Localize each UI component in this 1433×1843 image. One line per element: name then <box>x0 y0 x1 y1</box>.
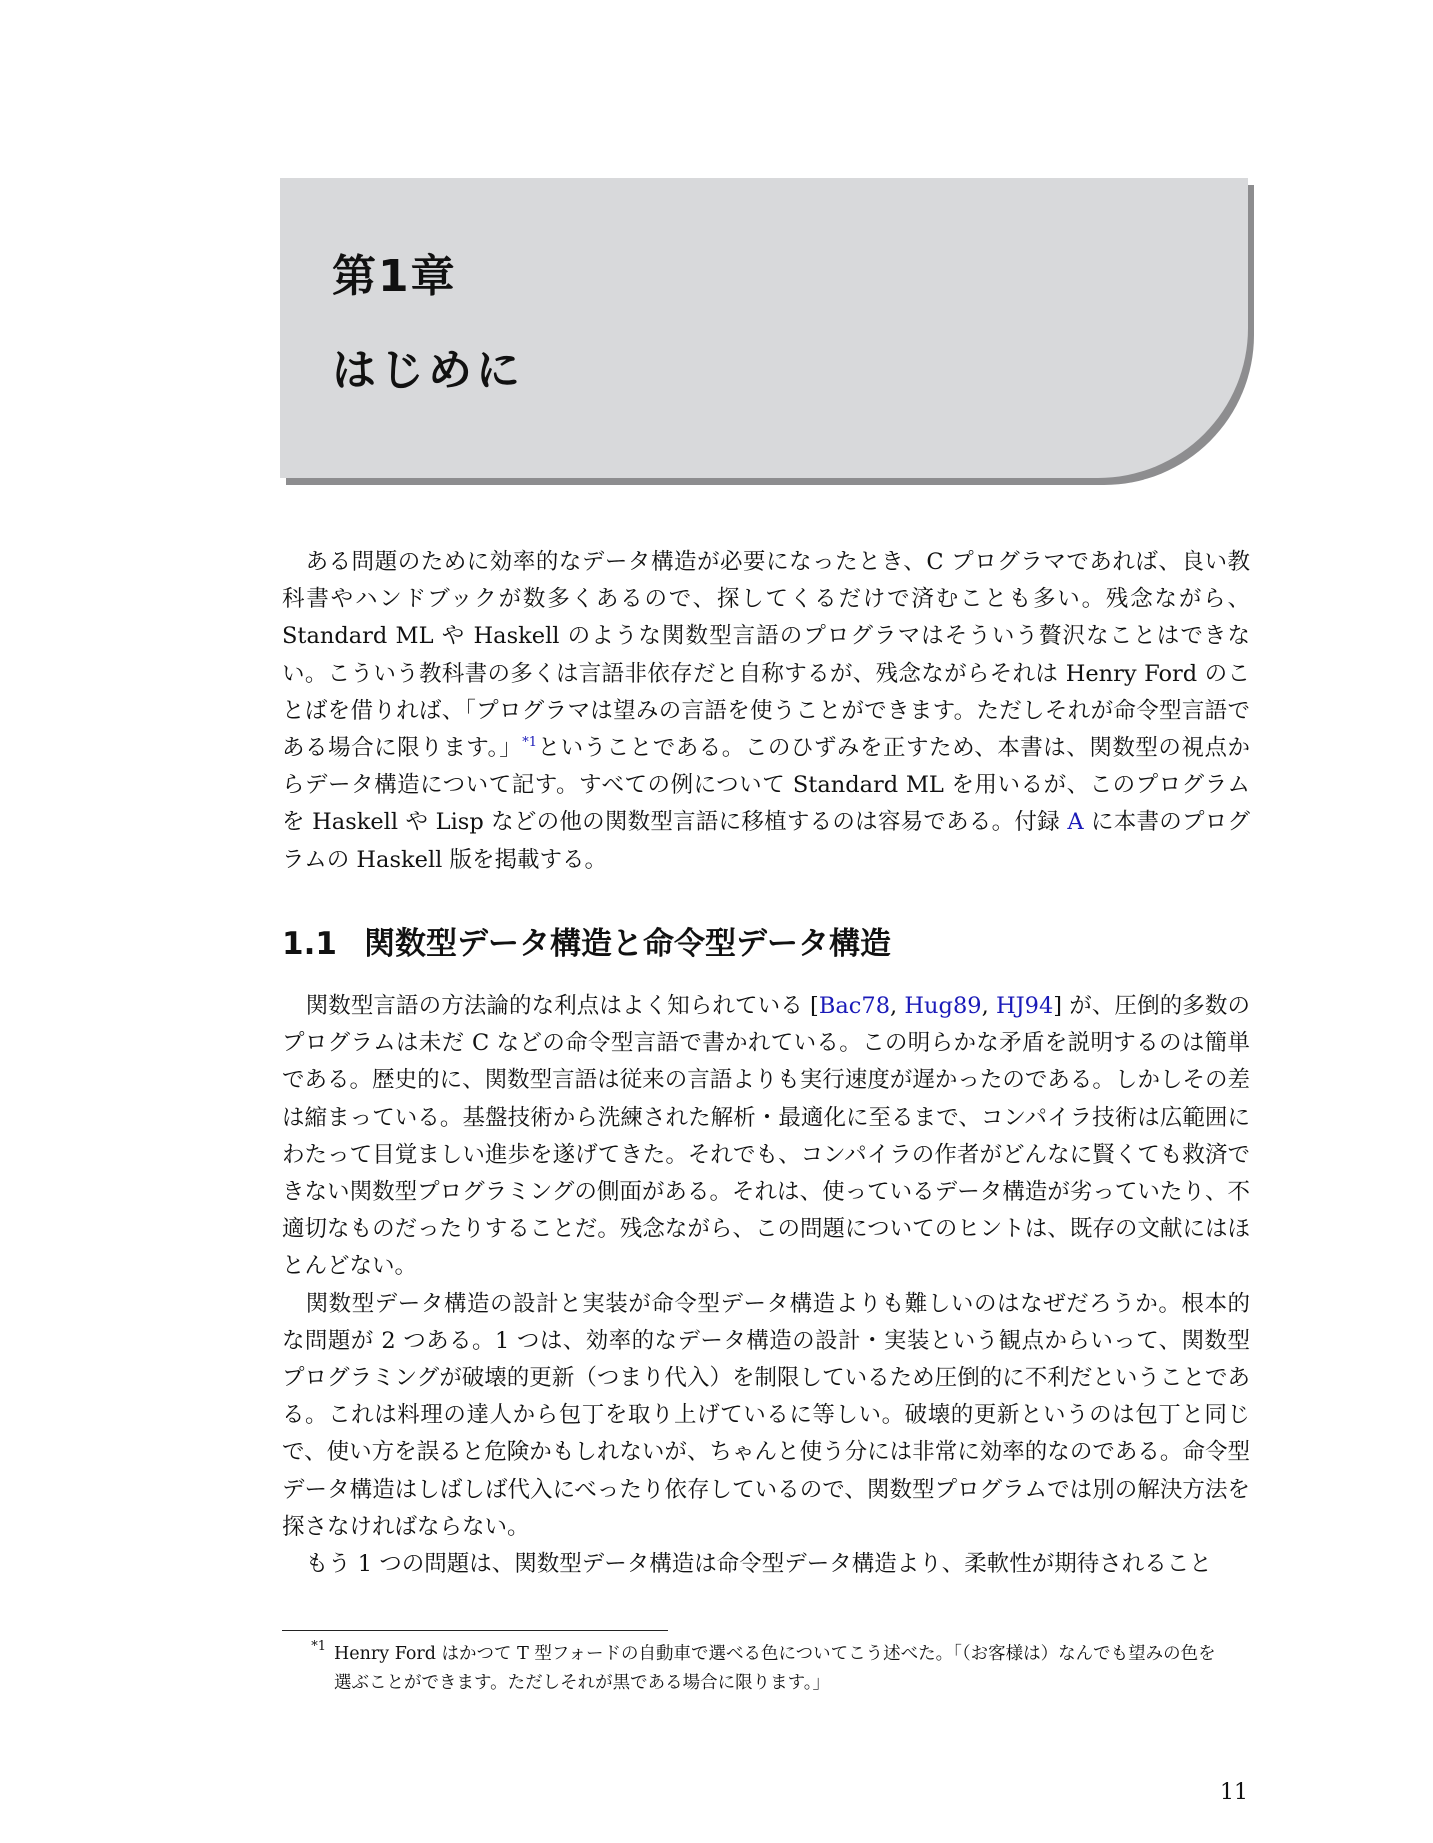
footnote-text-1: Henry Ford はかつて T 型フォードの自動車で選べる色についてこう述べた。「（お客様は）なんでも望みの色を <box>334 1644 1216 1664</box>
chapter-title: はじめに <box>332 345 524 396</box>
chapter-number: 第1章 <box>332 251 457 302</box>
citation-bac78[interactable]: Bac78 <box>818 993 891 1019</box>
footnote-reference[interactable]: *1 <box>522 735 538 751</box>
section-body <box>282 988 1250 1583</box>
page-number: 11 <box>1220 1780 1248 1805</box>
footnote-mark-text: *1 <box>311 1639 326 1654</box>
footnote-line-1 <box>282 1640 1250 1669</box>
citation-separator: , <box>890 993 905 1019</box>
section-paragraph-2: 関数型データ構造の設計と実装が命令型データ構造よりも難しいのはなぜだろうか。根本的な問題が 2 つある。1 つは、効率的なデータ構造の設計・実装という観点からいって、関数型プログラミングが破壊的更新（つまり代入）を制限しているため圧倒的に不利だということである。これは料理の達人から包丁を取り上げているに等しい。破壊的更新というのは包丁と同じで、使い方を誤ると危険かもしれないが、ちゃんと使う分には非常に効率的なのである。命令型データ構造はしばしば代入にべったり依存しているので、関数型プログラムでは別の解決方法を探さなければならない。 <box>282 1290 1250 1540</box>
intro-text-1: ある問題のために効率的なデータ構造が必要になったとき、C プログラマであれば、良い教科書やハンドブックが数多くあるので、探してくるだけで済むことも多い。残念ながら、Standard ML や Haskell のような関数型言語のプログラマはそういう贅沢なことはできない。こういう教科書の多くは言語非依存だと自称するが、残念ながらそれは Henry Ford のことばを借りれば、「プログラマは望みの言語を使うことができます。ただしそれが命令型言語である場合に限ります。」 <box>282 549 1250 762</box>
section-heading <box>282 918 891 963</box>
section-paragraph-3: もう 1 つの問題は、関数型データ構造は命令型データ構造より、柔軟性が期待されること <box>305 1551 1212 1578</box>
citation-separator: , <box>981 993 996 1019</box>
footnote-mark <box>282 1640 334 1669</box>
paragraph-text: ] が、圧倒的多数のプログラムは未だ C などの命令型言語で書かれている。この明らかな矛盾を説明するのは簡単である。歴史的に、関数型言語は従来の言語よりも実行速度が遅かったのである。しかしその差は縮まっている。基盤技術から洗練された解析・最適化に至るまで、コンパイラ技術は広範囲にわたって目覚ましい進歩を遂げてきた。それでも、コンパイラの作者がどんなに賢くても救済できない関数型プログラミングの側面がある。それは、使っているデータ構造が劣っていたり、不適切なものだったりすることだ。残念ながら、この問題についてのヒントは、既存の文献にはほとんどない。 <box>282 993 1250 1280</box>
section-number: 1.1 <box>282 926 337 962</box>
intro-section <box>282 544 1250 879</box>
appendix-link[interactable]: A <box>1067 809 1084 836</box>
intro-paragraph <box>282 544 1250 879</box>
footnote-divider <box>282 1630 668 1631</box>
footnote <box>282 1640 1250 1698</box>
intro-text-2: ということである。このひずみを正すため、本書は、関数型の視点からデータ構造について記す。すべての例について Standard ML を用いるが、このプログラムを Haskell や Lisp などの他の関数型言語に移植するのは容易である。付録 <box>282 735 1251 836</box>
paragraph-text: 関数型言語の方法論的な利点はよく知られている [ <box>305 993 819 1019</box>
citation-hj94[interactable]: HJ94 <box>995 993 1054 1019</box>
chapter-header-box <box>280 178 1248 478</box>
citation-hug89[interactable]: Hug89 <box>904 993 982 1019</box>
intro-text-3: に本書のプログラムの Haskell 版を掲載する。 <box>282 809 1250 873</box>
section-paragraph-1 <box>282 988 1250 1286</box>
section-title: 関数型データ構造と命令型データ構造 <box>364 926 891 962</box>
footnote-line-2: 選ぶことができます。ただしそれが黒である場合に限ります。」 <box>334 1673 830 1693</box>
